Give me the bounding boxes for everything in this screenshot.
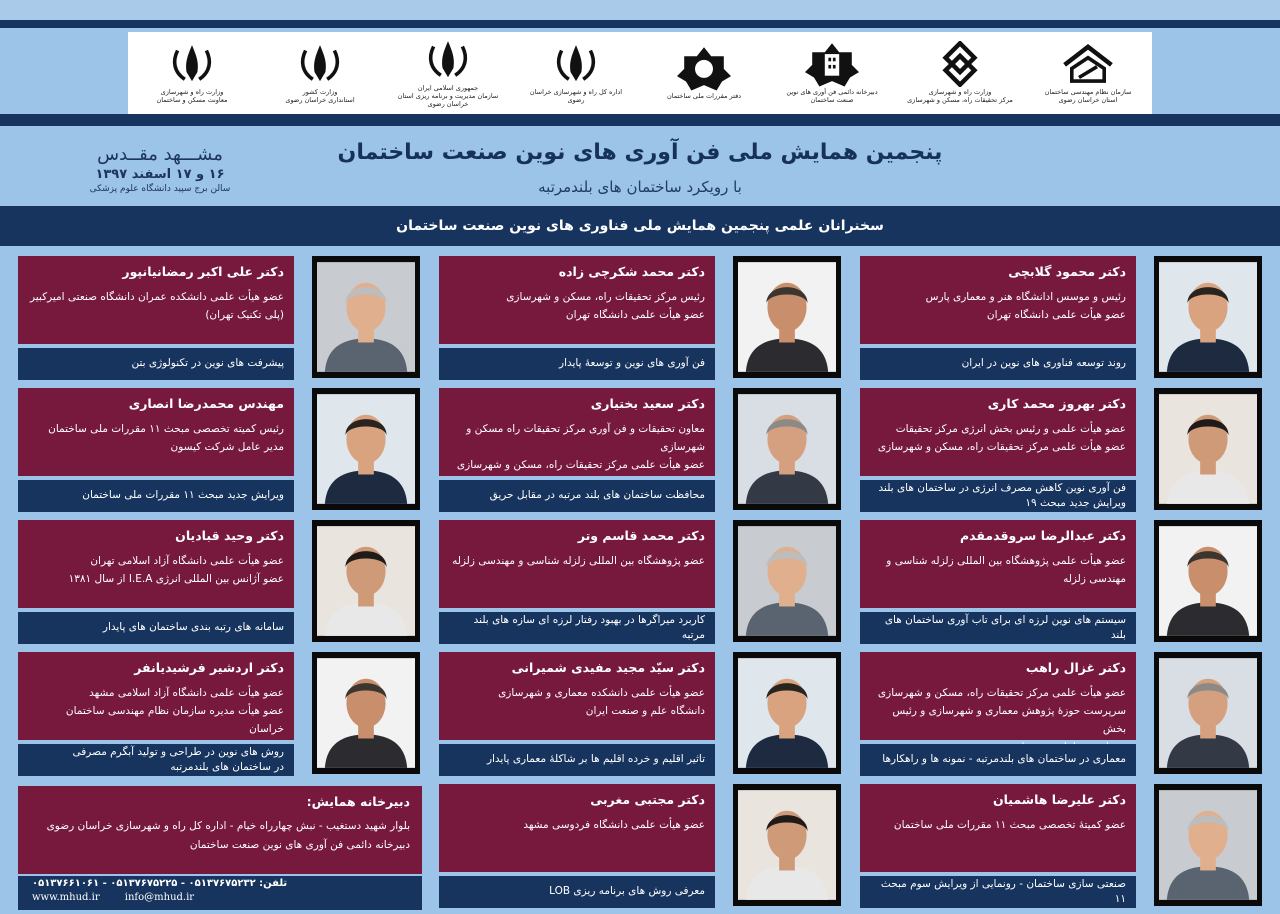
speaker-affiliation: رئیس مرکز تحقیقات راه، مسکن و شهرسازی عضو هیأت علمی دانشگاه تهران: [506, 291, 705, 321]
iran-emblem-icon: [293, 41, 347, 87]
speaker-photo: [312, 652, 420, 774]
speaker-affiliation: عضو هیأت علمی مرکز تحقیقات راه، مسکن و شهرسازی سرپرست حوزهٔ پژوهش معماری و شهرسازی و رئیس بخش: [877, 687, 1126, 735]
speaker-topic-text: تاثیر اقلیم و خرده اقلیم ها بر شاکلهٔ معماری پایدار: [486, 753, 705, 766]
speaker-name: دکتر علیرضا هاشمیان: [992, 792, 1126, 807]
building-star-logo-icon: [805, 41, 859, 87]
speaker-topic-text: کاربرد میراگرها در بهبود رفتار لرزه ای سازه های بلند مرتبه: [473, 613, 705, 641]
logo-caption: وزارت راه و شهرسازی مرکز تحقیقات راه، مسکن و شهرسازی: [907, 88, 1013, 104]
logo-building-regulations: [649, 36, 759, 110]
speaker-name: دکتر وحید قبادیان: [175, 528, 284, 543]
speaker-portrait-icon: [317, 525, 415, 637]
speaker-portrait-icon: [317, 393, 415, 505]
speaker-name: مهندس محمدرضا انصاری: [128, 396, 284, 411]
speaker-photo: [1154, 520, 1262, 642]
speaker-photo: [1154, 388, 1262, 510]
speaker-name: دکتر محمد قاسم وتر: [577, 528, 705, 543]
speaker-portrait-icon: [1159, 261, 1257, 373]
speaker-portrait-icon: [317, 261, 415, 373]
logo-caption: سازمان نظام مهندسی ساختمان استان خراسان رضوی: [1044, 88, 1132, 104]
speaker-photo: [733, 256, 841, 378]
speaker-info: [439, 520, 715, 608]
logo-planning-org: [393, 36, 503, 110]
speaker-topic: [18, 480, 294, 512]
speaker-info: [439, 652, 715, 740]
speaker-affiliation: عضو کمیتهٔ تخصصی مبحث ۱۱ مقررات ملی ساختمان: [893, 819, 1126, 831]
speaker-name: دکتر غزال راهب: [1025, 660, 1126, 675]
logo-engineering-org: [1033, 36, 1143, 110]
speaker-affiliation: عضو پژوهشگاه بین المللی زلزله شناسی و مهندسی زلزله: [452, 555, 705, 567]
speaker-topic: [860, 744, 1136, 776]
secretariat-box: [18, 786, 422, 874]
speaker-name: دکتر سیّد مجید مفیدی شمیرانی: [511, 660, 705, 675]
speaker-portrait-icon: [1159, 393, 1257, 505]
speaker-portrait-icon: [1159, 789, 1257, 901]
speaker-photo: [312, 256, 420, 378]
speaker-photo: [1154, 652, 1262, 774]
speaker-topic: [18, 348, 294, 380]
speaker-topic: [860, 480, 1136, 512]
speaker-topic-text: محافظت ساختمان های بلند مرتبه در مقابل حریق: [489, 489, 705, 502]
speaker-topic-text: فن آوری نوین کاهش مصرف انرژی در ساختمان های بلند ویرایش جدید مبحث ۱۹: [878, 481, 1126, 509]
speaker-photo: [312, 520, 420, 642]
speaker-topic: [439, 744, 715, 776]
iran-emblem-icon: [421, 37, 475, 83]
speaker-topic-text: معرفی روش های برنامه ریزی LOB: [549, 885, 705, 898]
logo-ministry-roads: [137, 36, 247, 110]
speaker-name: دکتر علی اکبر رمضانیانپور: [122, 264, 284, 279]
speakers-heading: سخنرانان علمی پنجمین همایش ملی فناوری های نوین صنعت ساختمان: [0, 206, 1280, 246]
speaker-affiliation: عضو هیأت علمی دانشگاه فردوسی مشهد: [523, 819, 705, 831]
knot-logo-icon: [933, 41, 987, 87]
speaker-photo: [733, 652, 841, 774]
speaker-topic-text: روند توسعه فناوری های نوین در ایران: [961, 357, 1126, 370]
speaker-photo: [733, 784, 841, 906]
speaker-info: [439, 256, 715, 344]
speaker-affiliation: عضو هیأت علمی دانشگاه آزاد اسلامی تهران عضو آژانس بین المللی انرژی I.E.A از سال ۱۳۸۱: [68, 555, 284, 585]
speaker-info: [18, 652, 294, 740]
speaker-topic-text: پیشرفت های نوین در تکنولوژی بتن: [131, 357, 284, 370]
speaker-topic-text: سیستم های نوین لرزه ای برای تاب آوری ساختمان های بلند: [884, 613, 1126, 641]
speaker-affiliation: عضو هیأت علمی پژوهشگاه بین المللی زلزله شناسی و مهندسی زلزله: [886, 555, 1126, 585]
speaker-portrait-icon: [317, 657, 415, 769]
secretariat-title: دبیرخانه همایش:: [306, 794, 410, 809]
speaker-portrait-icon: [738, 261, 836, 373]
conference-title: پنجمین همایش ملی فن آوری های نوین صنعت ساختمان: [337, 140, 943, 165]
secretariat-phone: تلفن: ۰۵۱۳۷۶۷۵۲۳۲ - ۰۵۱۳۷۶۷۵۲۲۵ - ۰۵۱۳۷۶۶۱۰۶۱: [32, 878, 288, 889]
logo-roads-directorate: [521, 36, 631, 110]
speaker-info: [18, 388, 294, 476]
speaker-portrait-icon: [738, 789, 836, 901]
speaker-info: [860, 520, 1136, 608]
secretariat-contact: [18, 876, 422, 910]
speaker-topic-text: فن آوری های نوین و توسعهٔ پایدار: [559, 357, 705, 370]
speaker-photo: [1154, 784, 1262, 906]
speaker-topic: [439, 612, 715, 644]
speaker-photo: [733, 388, 841, 510]
logo-caption: جمهوری اسلامی ایران سازمان مدیریت و برنامه ریزی استان خراسان رضوی: [397, 84, 499, 108]
iran-emblem-icon: [549, 41, 603, 87]
speaker-affiliation: عضو هیأت علمی دانشگاه آزاد اسلامی مشهد عضو هیأت مدیره سازمان نظام مهندسی ساختمان خراسان: [65, 687, 284, 735]
speaker-portrait-icon: [738, 657, 836, 769]
speaker-topic-text: سامانه های رتبه بندی ساختمان های پایدار: [102, 621, 284, 634]
house-roof-logo-icon: [1061, 41, 1115, 87]
speaker-topic: [860, 612, 1136, 644]
speaker-affiliation: عضو هیأت علمی و رئیس بخش انرژی مرکز تحقیقات عضو هیأت علمی مرکز تحقیقات راه، مسکن و شهرسازی: [877, 423, 1126, 453]
speaker-name: دکتر محمد شکرچی زاده: [558, 264, 705, 279]
speaker-name: دکتر سعید بختیاری: [590, 396, 705, 411]
speaker-info: [439, 784, 715, 872]
speaker-info: [18, 256, 294, 344]
speaker-affiliation: عضو هیأت علمی دانشکده عمران دانشگاه صنعتی امیرکبیر (پلی تکنیک تهران): [29, 291, 284, 321]
speaker-affiliation: رئیس کمیته تخصصی مبحث ۱۱ مقررات ملی ساختمان مدیر عامل شرکت کیسون: [48, 423, 284, 453]
speaker-portrait-icon: [1159, 657, 1257, 769]
speaker-name: دکتر محمود گلابچی: [1008, 264, 1126, 279]
star-pattern-logo-icon: [677, 45, 731, 91]
logo-caption: دبیرخانه دائمی فن آوری های نوین صنعت ساختمان: [786, 88, 878, 104]
speaker-portrait-icon: [738, 393, 836, 505]
logo-caption: وزارت راه و شهرسازی معاونت مسکن و ساختمان: [156, 88, 228, 104]
speaker-topic-text: صنعتی سازی ساختمان - رونمایی از ویرایش سوم مبحث ۱۱: [880, 877, 1126, 905]
website-link[interactable]: www.mhud.ir: [32, 892, 100, 903]
speaker-topic: [439, 876, 715, 908]
speaker-topic: [18, 612, 294, 644]
city-name: مشـــهد مقــدس: [97, 144, 223, 165]
logo-caption: وزارت کشور استانداری خراسان رضوی: [285, 88, 355, 104]
speaker-photo: [1154, 256, 1262, 378]
speaker-info: [860, 388, 1136, 476]
logo-permanent-secretariat: [777, 36, 887, 110]
speaker-portrait-icon: [738, 525, 836, 637]
conference-header: [0, 126, 1280, 210]
email-link[interactable]: info@mhud.ir: [124, 892, 195, 903]
speaker-portrait-icon: [1159, 525, 1257, 637]
speaker-topic: [860, 876, 1136, 908]
logo-governorate: [265, 36, 375, 110]
speaker-info: [860, 652, 1136, 740]
logo-bottom-band: [0, 114, 1280, 126]
speaker-info: [439, 388, 715, 476]
logo-caption: اداره کل راه و شهرسازی خراسان رضوی: [529, 88, 623, 104]
speaker-affiliation: رئیس و موسس ادانشگاه هنر و معماری پارس عضو هیأت علمی دانشگاه تهران: [925, 291, 1126, 321]
conference-date: ۱۶ و ۱۷ اسفند ۱۳۹۷: [95, 167, 225, 182]
speaker-name: دکتر عبدالرضا سروقدمقدم: [959, 528, 1126, 543]
speaker-name: دکتر مجتبی مغربی: [590, 792, 705, 807]
secretariat-web-row: [32, 892, 408, 903]
speaker-name: دکتر اردشیر فرشیدیانفر: [134, 660, 284, 675]
speaker-topic: [439, 480, 715, 512]
venue-block: [60, 144, 260, 194]
speaker-info: [860, 784, 1136, 872]
conference-subtitle: با رویکرد ساختمان های بلندمرتبه: [538, 178, 742, 196]
secretariat-address: بلوار شهید دستغیب - نبش چهارراه خیام - اداره کل راه و شهرسازی خراسان رضوی دبیرخانه دائمی فن آوری های نوین صنعت ساختمان: [46, 820, 410, 851]
speaker-name: دکتر بهروز محمد کاری: [987, 396, 1126, 411]
speaker-affiliation: عضو هیأت علمی دانشکده معماری و شهرسازی دانشگاه علم و صنعت ایران: [498, 687, 705, 717]
speaker-info: [860, 256, 1136, 344]
speaker-topic: [439, 348, 715, 380]
iran-emblem-icon: [165, 41, 219, 87]
speaker-photo: [733, 520, 841, 642]
venue-name: سالن برج سپید دانشگاه علوم پزشکی: [89, 184, 231, 194]
speaker-affiliation: معاون تحقیقات و فن آوری مرکز تحقیقات راه مسکن و شهرسازی عضو هیأت علمی مرکز تحقیقات راه، مسکن و شهرسازی: [456, 423, 705, 471]
speaker-topic-text: روش های نوین در طراحی و تولید آبگرم مصرفی در ساختمان های بلندمرتبه: [72, 745, 284, 773]
top-strip: [0, 0, 1280, 20]
sponsor-logo-strip: [128, 32, 1152, 114]
top-navy-band: [0, 20, 1280, 28]
speaker-topic-text: معماری در ساختمان های بلندمرتبه - نمونه ها و راهکارها: [882, 753, 1126, 766]
logo-research-center: [905, 36, 1015, 110]
speaker-topic: [18, 744, 294, 776]
speaker-photo: [312, 388, 420, 510]
logo-caption: دفتر مقررات ملی ساختمان: [666, 92, 742, 101]
speaker-topic-text: ویرایش جدید مبحث ۱۱ مقررات ملی ساختمان: [82, 489, 284, 502]
speaker-topic: [860, 348, 1136, 380]
speaker-info: [18, 520, 294, 608]
